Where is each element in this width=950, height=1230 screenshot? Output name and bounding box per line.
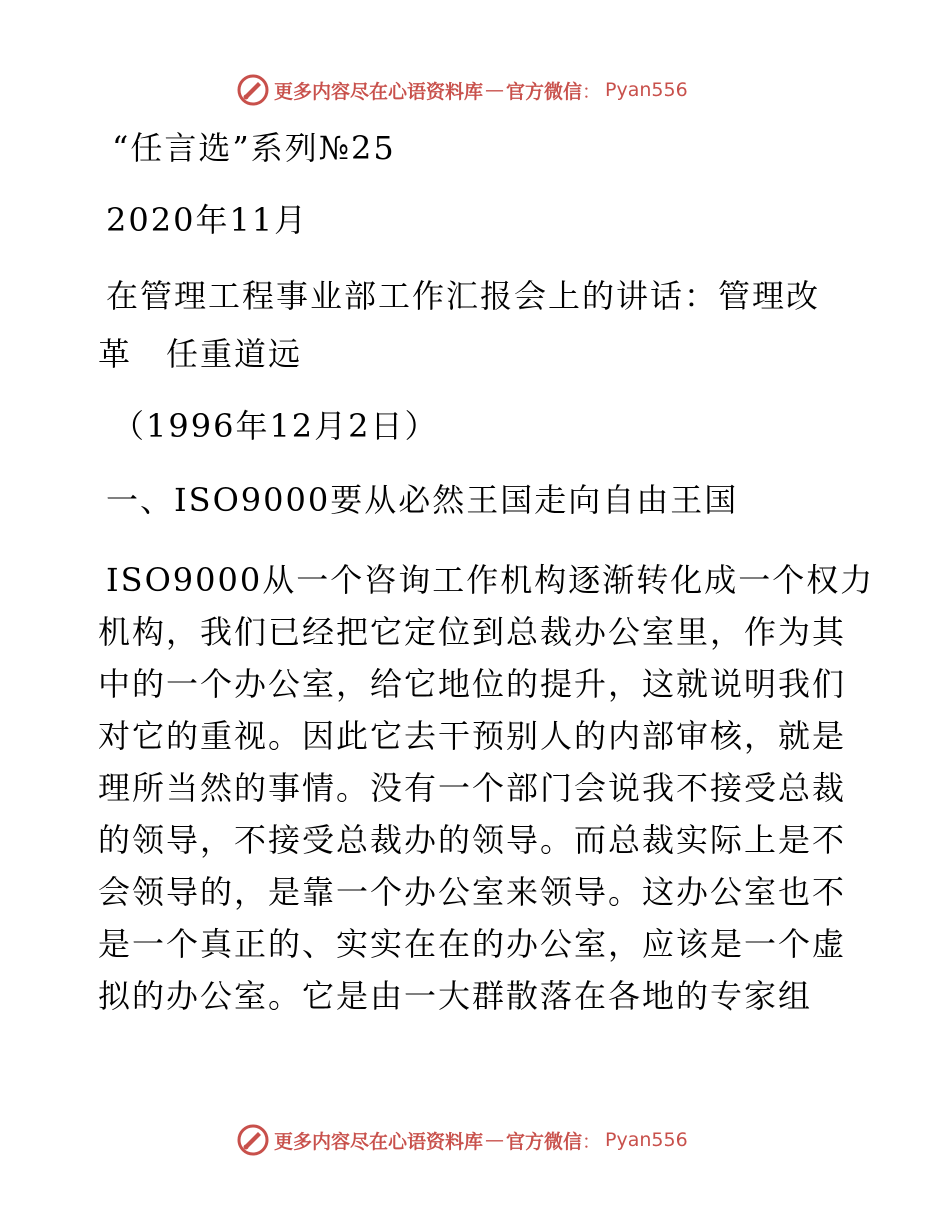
watermark-colon: ：	[582, 1130, 602, 1153]
watermark-dash: —	[485, 1129, 505, 1151]
watermark-official-label: 官方微信	[506, 80, 583, 103]
section-heading: 一、ISO9000要从必然王国走向自由王国	[106, 481, 739, 519]
body-line: ISO9000从一个咨询工作机构逐渐转化成一个权力	[106, 561, 875, 599]
body-line: 会领导的，是靠一个办公室来领导。这办公室也不	[98, 873, 847, 911]
watermark-official-label: 官方微信	[506, 1130, 583, 1153]
watermark-colon: ：	[582, 80, 602, 103]
body-line: 机构，我们已经把它定位到总裁办公室里，作为其	[98, 613, 847, 651]
watermark-text: 更多内容尽在心语资料库	[274, 1130, 484, 1153]
logo-icon	[236, 1123, 270, 1157]
body-paragraph	[98, 554, 875, 1022]
series-label: “任言选”系列№25	[112, 129, 396, 167]
watermark-header	[236, 72, 756, 108]
document-date: 2020年11月	[106, 201, 309, 239]
speech-date: （1996年12月2日）	[112, 407, 439, 445]
watermark-wechat-id: Pyan556	[605, 79, 688, 101]
body-line: 中的一个办公室，给它地位的提升，这就说明我们	[98, 665, 847, 703]
watermark-dash: —	[485, 79, 505, 101]
watermark-text: 更多内容尽在心语资料库	[274, 80, 484, 103]
body-line: 理所当然的事情。没有一个部门会说我不接受总裁	[98, 769, 847, 807]
body-line: 是一个真正的、实实在在的办公室，应该是一个虚	[98, 925, 847, 963]
body-line: 的领导，不接受总裁办的领导。而总裁实际上是不	[98, 821, 847, 859]
speech-title-line-2: 革 任重道远	[98, 335, 303, 373]
watermark-wechat-id: Pyan556	[605, 1129, 688, 1151]
logo-icon	[236, 73, 270, 107]
body-line: 对它的重视。因此它去干预别人的内部审核，就是	[98, 717, 847, 755]
speech-title-line-1: 在管理工程事业部工作汇报会上的讲话：管理改	[106, 277, 821, 315]
watermark-footer	[236, 1122, 756, 1158]
body-line: 拟的办公室。它是由一大群散落在各地的专家组	[98, 977, 813, 1015]
